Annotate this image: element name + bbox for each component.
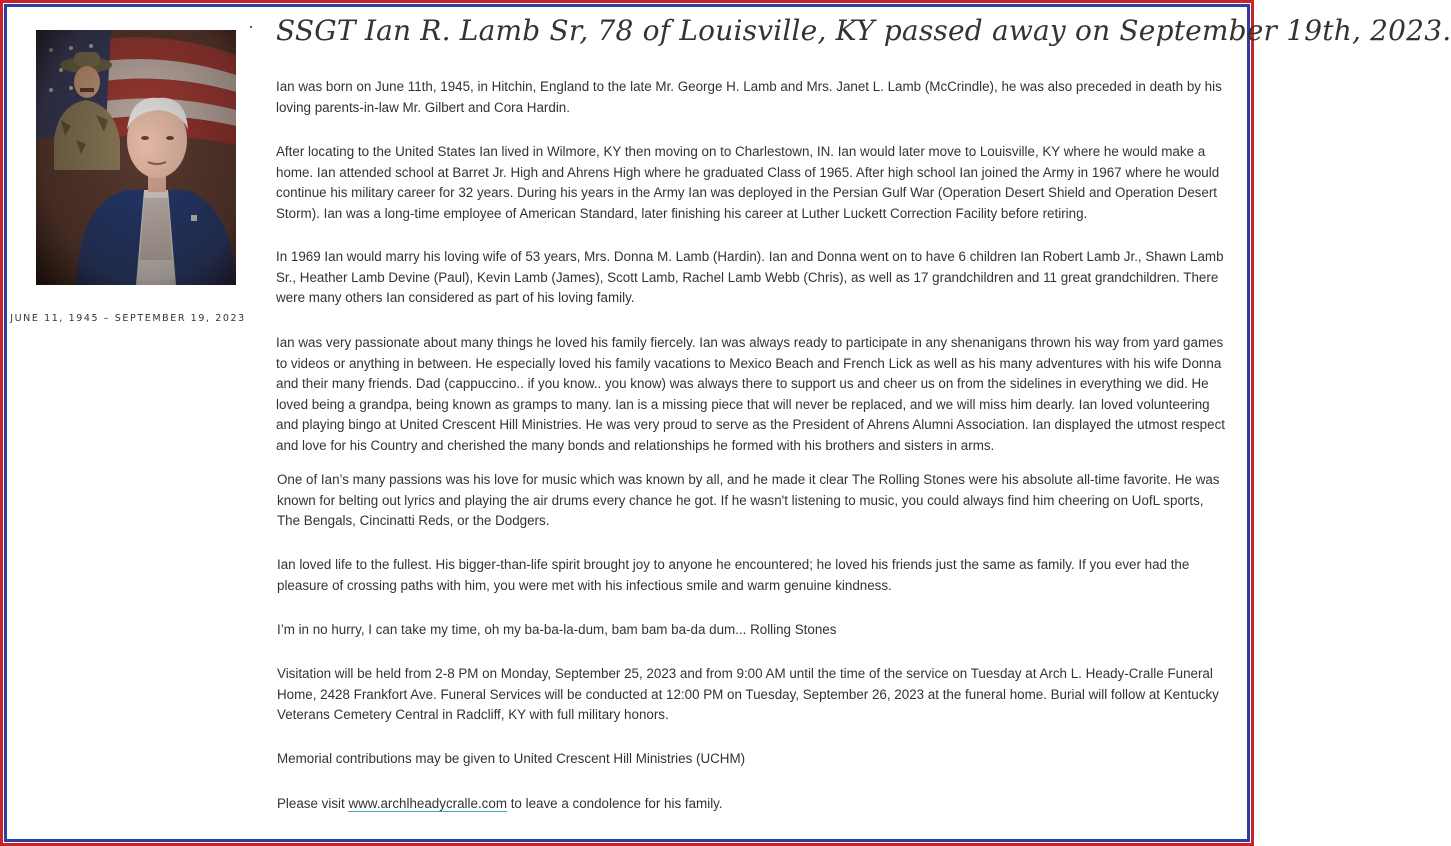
paragraph-career: After locating to the United States Ian lived in Wilmore, KY then moving on to Charlestown, IN. Ian would later move to Louisville, KY where he would make a home. Ian attended school at Barret Jr. High and Ahrens High where he graduated Class of 1965. After high school Ian joined the Army in 1967 where he would continue his military career for 32 years. During his years in the Army Ian was deployed in the Persian Gulf War (Operation Desert Shield and Operation Desert Storm). Ian was a long-time employee of American Standard, later finishing his career at Luther Luckett Correction Facility before retiring. — [276, 144, 1220, 221]
paragraph-family: In 1969 Ian would marry his loving wife of 53 years, Mrs. Donna M. Lamb (Hardin). Ian and Donna went on to have 6 children Ian Robert Lamb Jr., Shawn Lamb Sr., Heather Lamb Devine (Paul), Kevin Lamb (James), Scott Lamb, Rachel Lamb Webb (Chris), as well as 17 grandchildren and 11 great grandchildren. There were many others Ian considered as part of his loving family. — [276, 249, 1224, 305]
funeral-home-link[interactable]: www.archlheadycralle.com — [348, 796, 507, 811]
memorial-photo — [36, 30, 236, 285]
paragraph-services: Visitation will be held from 2-8 PM on Monday, September 25, 2023 and from 9:00 AM until the time of the service on Tuesday at Arch L. Heady-Cralle Funeral Home, 2428 Frankfort Ave. Funeral Services will be conducted at 12:00 PM on Tuesday, September 26, 2023 at the funeral home. Burial will follow at Kentucky Veterans Cemetery Central in Radcliff, KY with full military honors. — [277, 666, 1219, 722]
paragraph-quote: I’m in no hurry, I can take my time, oh my ba-ba-la-dum, bam bam ba-da dum... Rolling Stones — [277, 622, 837, 637]
paragraph-spirit: Ian loved life to the fullest. His bigger-than-life spirit brought joy to anyone he encountered; he loved his friends just the same as family. If you ever had the pleasure of crossing paths with him, you were met with his infectious smile and warm genuine kindness. — [277, 557, 1190, 593]
paragraph-passions: Ian was very passionate about many things he loved his family fiercely. Ian was always ready to participate in any shenanigans thrown his way from yard games to videos or anything in between. He especially loved his family vacations to Mexico Beach and French Lick as well as his many adventures with his wife Donna and their many friends. Dad (cappuccino.. if you know.. you know) was always there to support us and cheer us on from the sidelines in everything we did. He loved being a grandpa, being known as gramps to many. Ian is a missing piece that will never be replaced, and we will miss him dearly. Ian loved volunteering and playing bingo at United Crescent Hill Ministries. He was very proud to serve as the President of Ahrens Alumni Association. Ian displayed the utmost respect and love for his Country and cherished the many bonds and relationships he formed with his brothers and sisters in arms. — [276, 335, 1225, 453]
paragraph-music: One of Ian’s many passions was his love for music which was known by all, and he made it clear The Rolling Stones were his absolute all-time favorite. He was known for belting out lyrics and playing the air drums every chance he got. If he wasn't listening to music, you could always find him cheering on UofL sports, The Bengals, Cincinatti Reds, or the Dodgers. — [277, 472, 1220, 528]
condolence-suffix: to leave a condolence for his family. — [506, 796, 723, 811]
page-title: SSGT Ian R. Lamb Sr, 78 of Louisville, KY passed away on September 19th, 2023. — [276, 14, 1451, 47]
stray-dot — [250, 26, 252, 28]
paragraph-memorial: Memorial contributions may be given to United Crescent Hill Ministries (UCHM) — [277, 751, 746, 766]
paragraph-condolence — [277, 794, 1227, 815]
condolence-prefix: Please visit — [277, 796, 349, 811]
portrait-illustration — [36, 30, 236, 285]
life-dates: JUNE 11, 1945 – SEPTEMBER 19, 2023 — [10, 313, 246, 324]
paragraph-birth: Ian was born on June 11th, 1945, in Hitchin, England to the late Mr. George H. Lamb and Mrs. Janet L. Lamb (McCrindle), he was also preceded in death by his loving parents-in-law Mr. Gilbert and Cora Hardin. — [276, 79, 1222, 115]
